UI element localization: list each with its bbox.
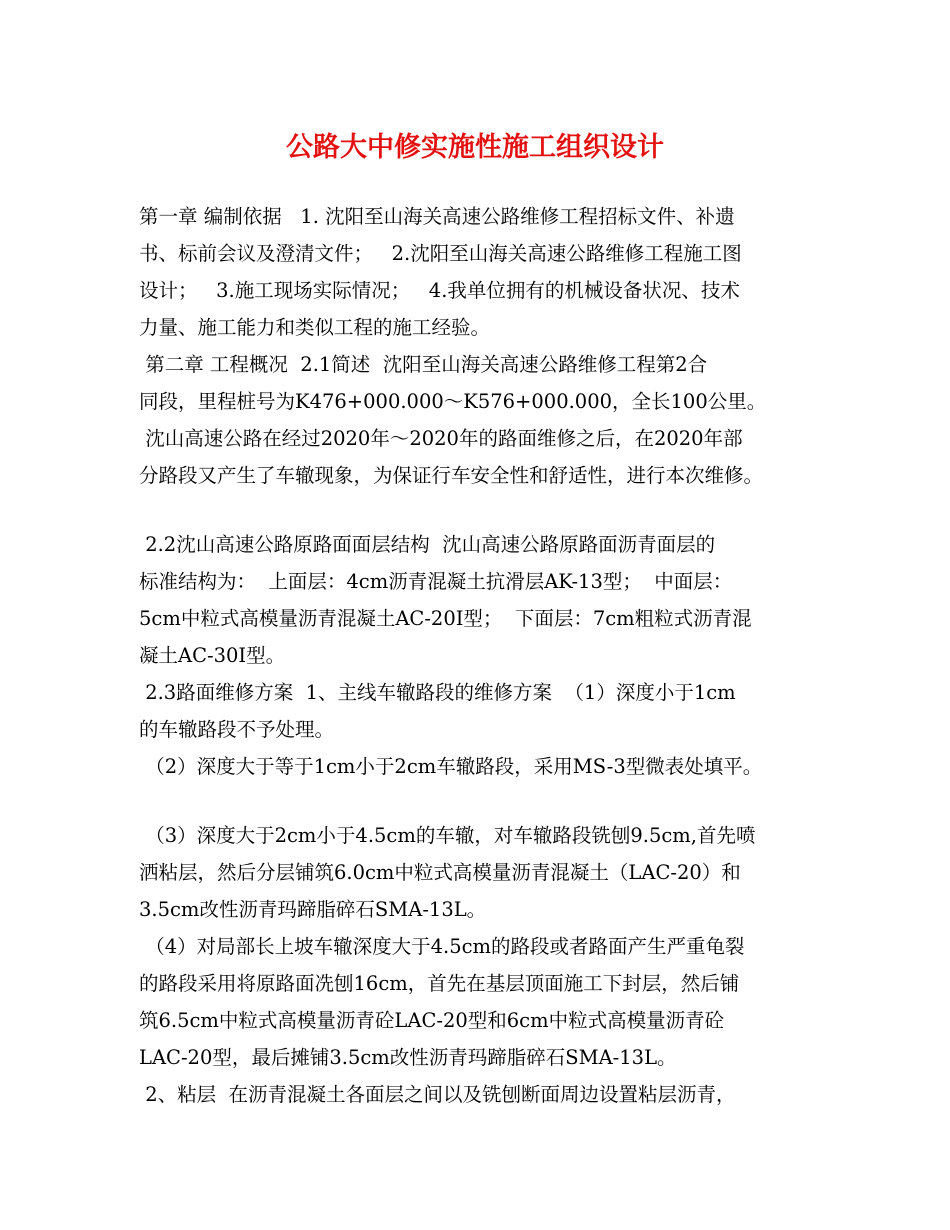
- body-line: 3.5cm改性沥青玛蹄脂碎石SMA-13L。: [139, 898, 487, 921]
- body-line: 的路段采用将原路面冼刨16cm，首先在基层顶面施工下封层，然后铺: [139, 972, 740, 995]
- body-line: 凝土AC-30I型。: [139, 644, 286, 667]
- document-title: 公路大中修实施性施工组织设计: [286, 132, 664, 163]
- body-line: 书、标前会议及澄清文件； 2.沈阳至山海关高速公路维修工程施工图: [139, 242, 742, 265]
- body-line: （2）深度大于等于1cm小于2cm车辙路段，采用MS-3型微表处填平。: [139, 755, 763, 778]
- body-line: 的车辙路段不予处理。: [139, 718, 335, 741]
- body-line: 标准结构为： 上面层：4cm沥青混凝土抗滑层AK-13型； 中面层：: [139, 570, 733, 593]
- body-line: 同段，里程桩号为K476+000.000～K576+000.000，全长100公里。: [139, 390, 767, 413]
- body-line: 筑6.5cm中粒式高模量沥青砼LAC-20型和6cm中粒式高模量沥青砼: [139, 1009, 725, 1032]
- body-line: 洒粘层，然后分层铺筑6.0cm中粒式高模量沥青混凝土（LAC-20）和: [139, 861, 741, 884]
- body-line: LAC-20型，最后摊铺3.5cm改性沥青玛蹄脂碎石SMA-13L。: [139, 1046, 677, 1069]
- body-line: 2.2沈山高速公路原路面面层结构 沈山高速公路原路面沥青面层的: [139, 533, 716, 556]
- body-line: 沈山高速公路在经过2020年～2020年的路面维修之后，在2020年部: [139, 427, 743, 450]
- body-line: 第一章 编制依据 1. 沈阳至山海关高速公路维修工程招标文件、补遗: [139, 205, 735, 228]
- body-line: 力量、施工能力和类似工程的施工经验。: [139, 316, 491, 339]
- body-line: 5cm中粒式高模量沥青混凝土AC-20I型； 下面层：7cm粗粒式沥青混: [139, 607, 752, 630]
- body-line: 分路段又产生了车辙现象，为保证行车安全性和舒适性，进行本次维修。: [139, 464, 764, 487]
- body-line: 2.3路面维修方案 1、主线车辙路段的维修方案 （1）深度小于1cm: [139, 681, 736, 704]
- body-line: （4）对局部长上坡车辙深度大于4.5cm的路段或者路面产生严重龟裂: [139, 935, 745, 958]
- body-line: （3）深度大于2cm小于4.5cm的车辙，对车辙路段铣刨9.5cm,首先喷: [139, 824, 756, 847]
- body-line: 设计； 3.施工现场实际情况； 4.我单位拥有的机械设备状况、技术: [139, 279, 740, 302]
- body-line: 2、粘层 在沥青混凝土各面层之间以及铣刨断面周边设置粘层沥青，: [139, 1083, 736, 1106]
- body-line: 第二章 工程概况 2.1简述 沈阳至山海关高速公路维修工程第2合: [139, 353, 708, 376]
